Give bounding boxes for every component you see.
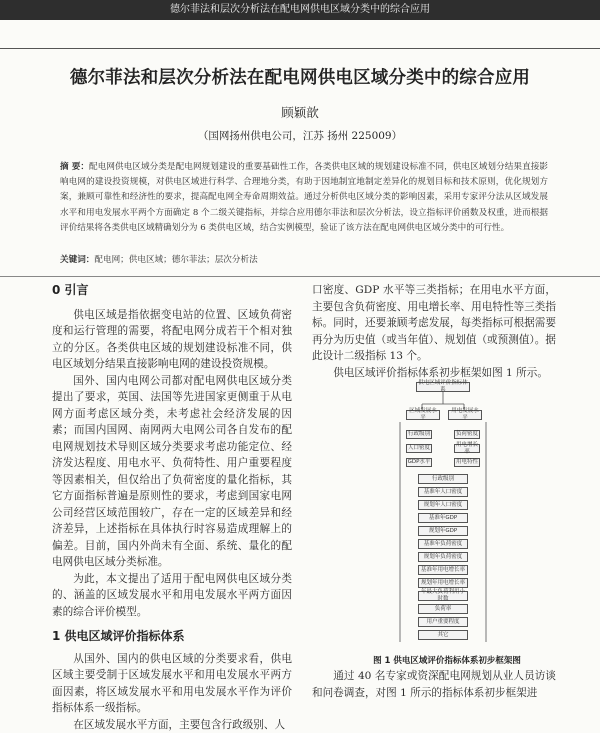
left-column: [52, 282, 292, 733]
figure-level3-box: 规划年用电增长率: [418, 578, 468, 588]
figure-level3-box: 其它: [418, 630, 468, 640]
section-0-heading: 0 引言: [52, 282, 292, 299]
figure-level3-box: 规划年人口密度: [418, 500, 468, 510]
right-column: [312, 282, 556, 381]
figure-level3-box: 用户重要程度: [418, 617, 468, 627]
paragraph: 国外、国内电网公司都对配电网供电区域分类提出了要求，英国、法国等先进国家更侧重于从电网方面考虑区域分类，未考虑社会经济发展的因素；而国内国网、南网两大电网公司各自发布的配电网规划技术导则区域分类要求考虑功能定位、经济发达程度、用电水平、负荷特性、用户重要程度等因素相关，但仅给出了负荷密度的量化指标，其它方面指标普遍是原则性的要求，考虑到国家电网公司经营区域范围较广，存在一定的区域差异和经济差异，上述指标在具体执行时容易造成理解上的偏差。目前，国内外尚未有全面、系统、量化的配电网供电区域分类标准。: [52, 373, 292, 571]
affiliation: （国网扬州供电公司，江苏 扬州 225009）: [0, 128, 600, 143]
figure-level2-box: GDP水平: [406, 458, 432, 467]
paragraph: 通过 40 名专家或资深配电网规划从业人员访谈和问卷调查，对图 1 所示的指标体系初步框架进: [312, 668, 556, 701]
right-column-tail: [312, 668, 556, 701]
running-header: 德尔菲法和层次分析法在配电网供电区域分类中的综合应用: [0, 0, 600, 20]
figure-level3-box: 基准年人口密度: [418, 487, 468, 497]
abstract: [60, 160, 548, 236]
paragraph: 为此，本文提出了适用于配电网供电区域分类的、涵盖的区域发展水平和用电发展水平两方面因素的综合评价模型。: [52, 571, 292, 621]
section-1-heading: 1 供电区域评价指标体系: [52, 628, 292, 645]
keywords: [60, 253, 548, 265]
author: 顾颖歆: [0, 103, 600, 121]
abstract-rule: [0, 276, 600, 277]
figure-level1-box: 区域发展水平: [406, 410, 440, 420]
title-rule-top: [0, 48, 600, 49]
keywords-label: 关键词：: [60, 255, 94, 265]
paper-title: 德尔菲法和层次分析法在配电网供电区域分类中的综合应用: [20, 64, 580, 89]
paragraph: 在区域发展水平方面，主要包含行政级别、人: [52, 717, 292, 733]
figure-level3-box: 负荷率: [418, 604, 468, 614]
figure-level3-box: 基准年负荷密度: [418, 539, 468, 549]
figure-root-box: 供电区域评价指标体系: [416, 382, 470, 392]
figure-level3-box: 年最大负荷利用小时数: [418, 591, 468, 601]
figure-level2-box: 用电增长率: [454, 444, 480, 453]
figure-level2-box: 人口密度: [406, 444, 432, 453]
figure-level2-box: 负荷密度: [454, 430, 480, 439]
figure-level3-box: 基准年用电增长率: [418, 565, 468, 575]
figure-level2-box: 用电特性: [454, 458, 480, 467]
figure-1: [394, 382, 492, 648]
figure-level3-box: 行政级别: [418, 474, 468, 484]
figure-level3-box: 规划年负荷密度: [418, 552, 468, 562]
figure-caption: 图 1 供电区域评价指标体系初步框架图: [337, 654, 557, 666]
abstract-text: 配电网供电区域分类是配电网规划建设的重要基础性工作，各类供电区域的规划建设标准不同，供电区域划分结果直接影响电网的建设投资规模，对供电区域进行科学、合理地分类，有助于因地制宜地制定差异化的规划目标和技术原则，优化规划方案，兼顾可靠性和经济性的要求，提高配电网全寿命周期效益。通过分析供电区域分类的影响因素，采用专家评分法从区域发展水平和用电发展水平两个方面确定 8 个二级关键指标，并综合应用德尔菲法和层次分析法，设立指标评价函数及权重，进而根据评价结果将各类供电区域精确划分为 6 类供电区域，结合实例模型，验证了该方法在配电网供电区域分类中的可行性。: [60, 162, 548, 233]
figure-level1-box: 用电发展水平: [448, 410, 482, 420]
paragraph: 口密度、GDP 水平等三类指标；在用电水平方面，主要包含负荷密度、用电增长率、用电特性等三类指标。同时，还要兼顾考虑发展，每类指标可根据需要再分为历史值（或当年值）、规划值（或预测值）。据此设计二级指标 13 个。: [312, 282, 556, 365]
keywords-text: 配电网；供电区域；德尔菲法；层次分析法: [94, 255, 257, 265]
paragraph: 从国外、国内的供电区域的分类要求看，供电区域主要受制于区域发展水平和用电发展水平两方面因素，将区域发展水平和用电发展水平作为评价指标体系一级指标。: [52, 651, 292, 717]
figure-level2-box: 行政级别: [406, 430, 432, 439]
abstract-label: 摘 要：: [60, 162, 89, 172]
figure-level3-box: 规划年GDP: [418, 526, 468, 536]
paragraph: 供电区域评价指标体系初步框架如图 1 所示。: [312, 365, 556, 382]
figure-level3-box: 基准年GDP: [418, 513, 468, 523]
paragraph: 供电区域是指依据变电站的位置、区域负荷密度和运行管理的需要，将配电网分成若干个相对独立的分区。各类供电区域的规划建设标准不同，供电区域划分结果直接影响电网的建设投资规模。: [52, 307, 292, 373]
